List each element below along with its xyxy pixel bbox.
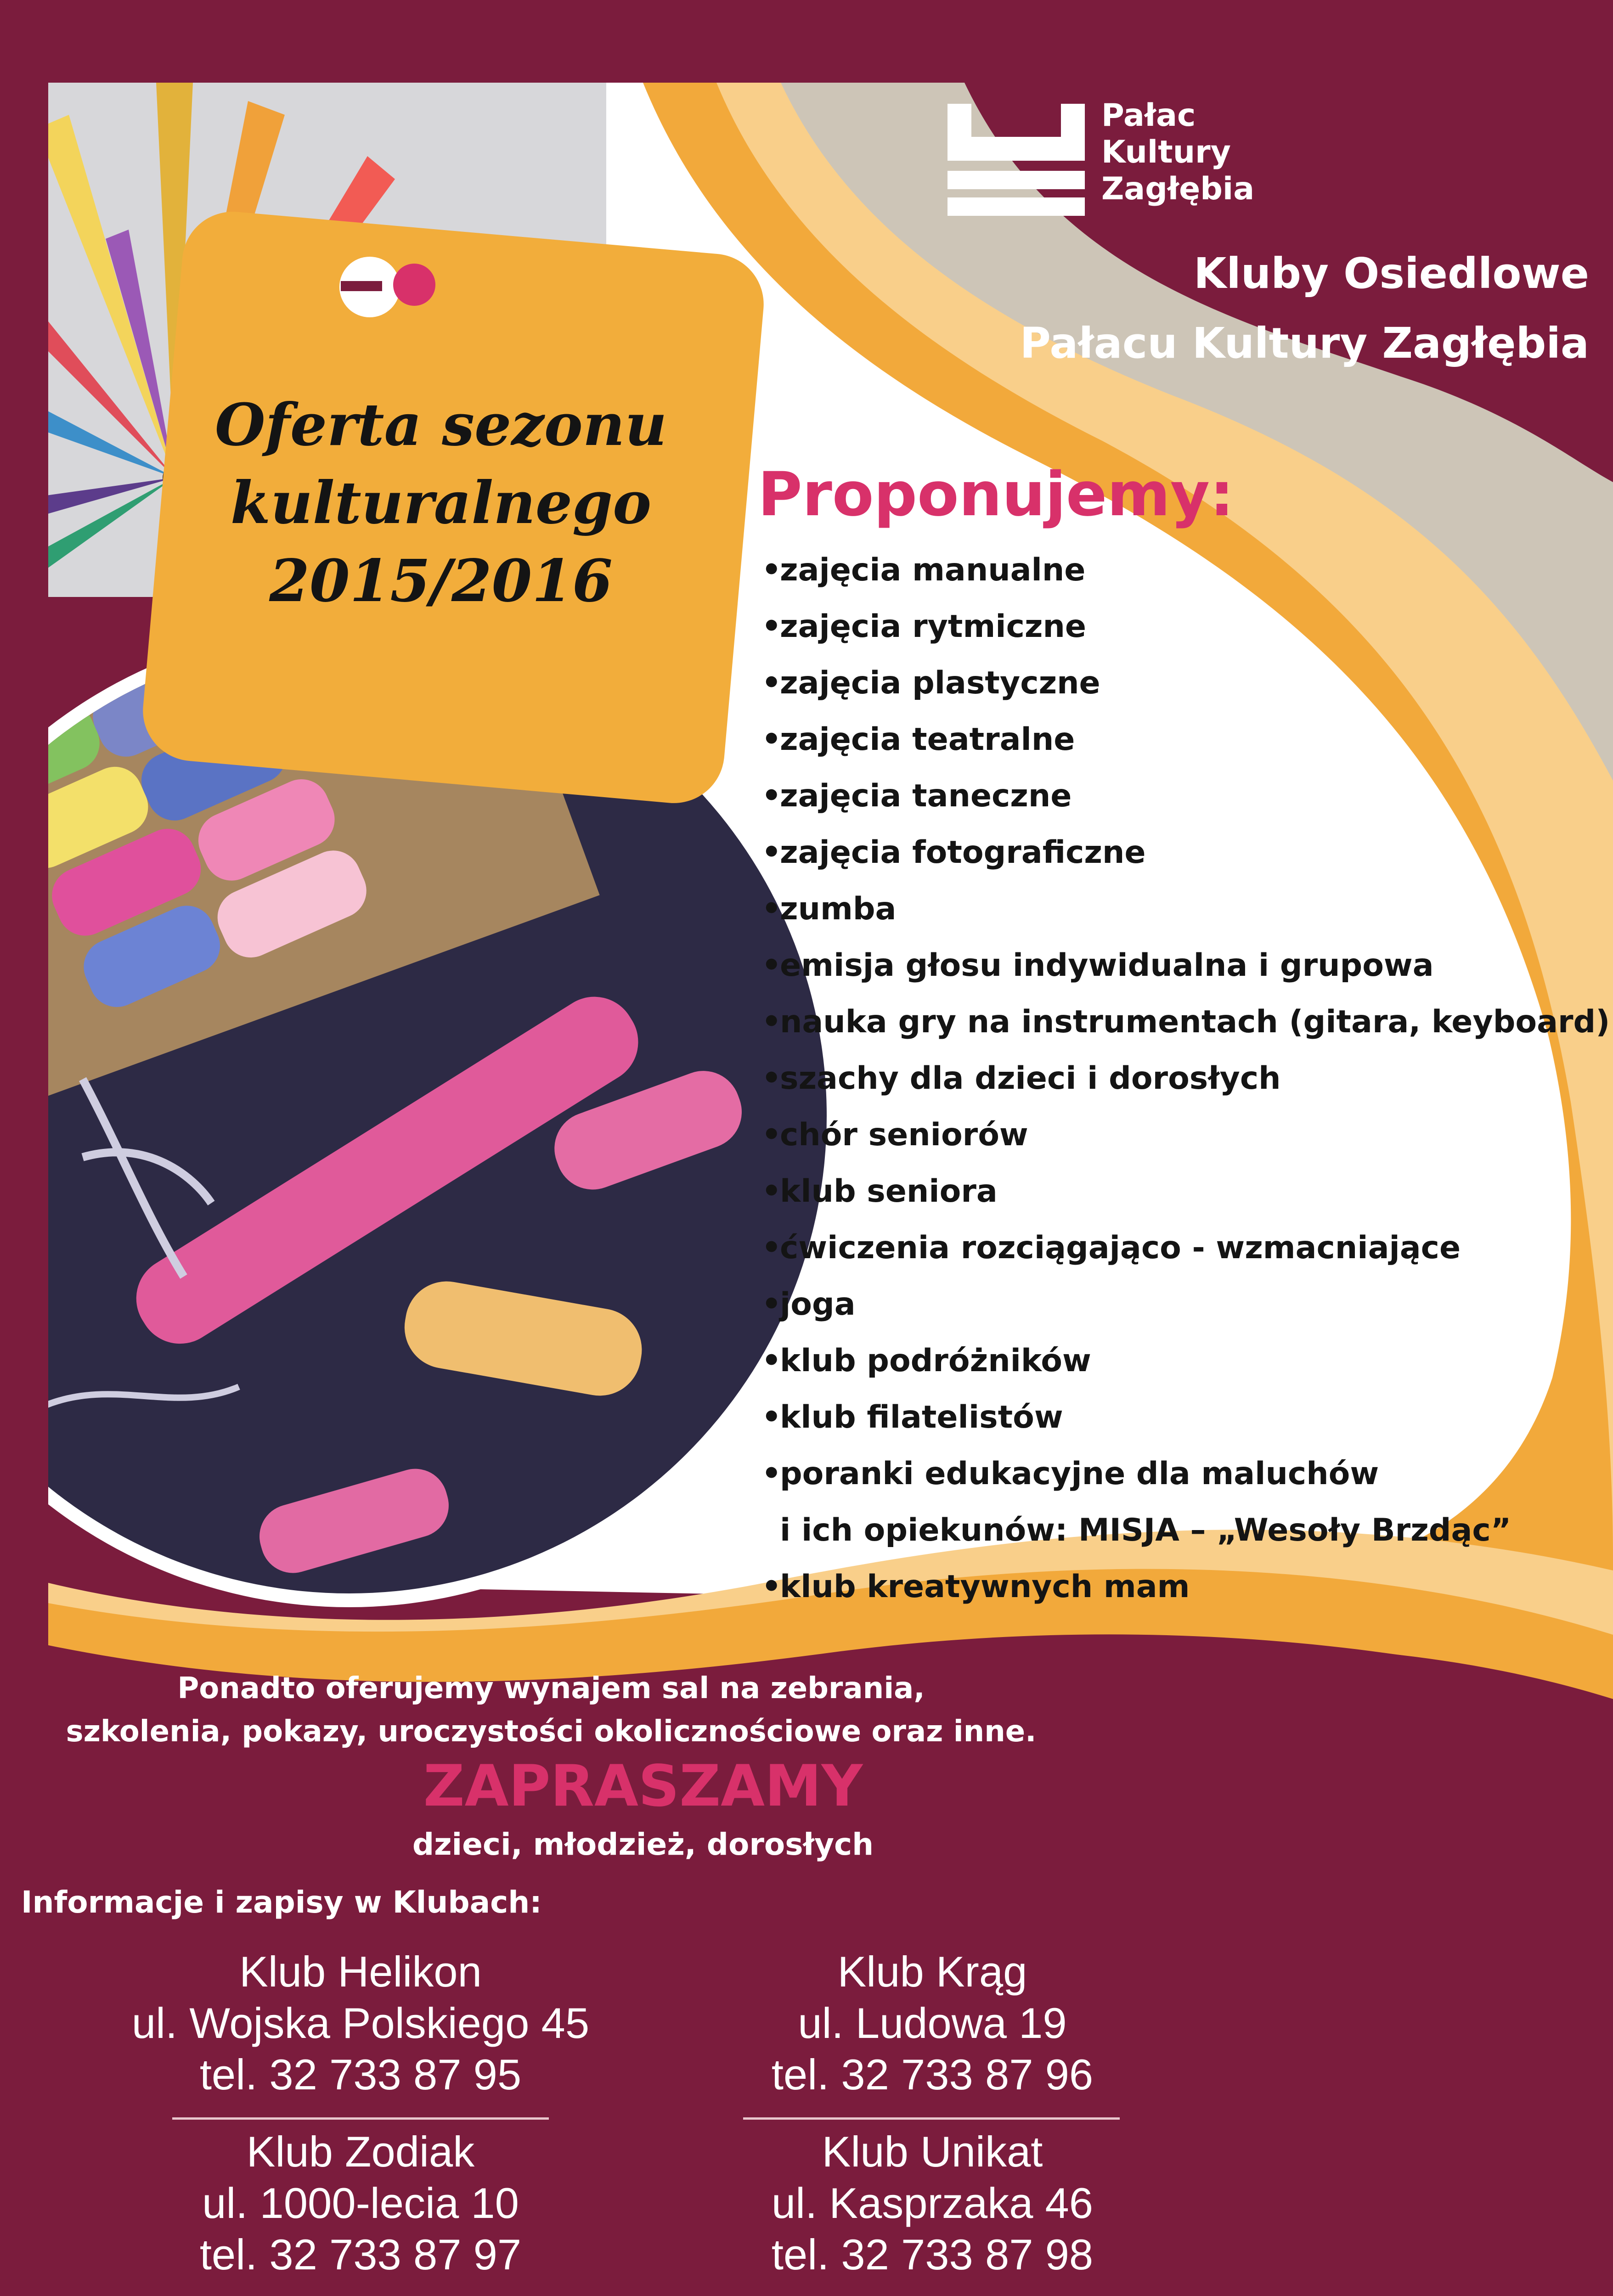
list-item: •joga bbox=[761, 1276, 1610, 1333]
bullet-icon: • bbox=[761, 1286, 782, 1322]
rental-line-2: szkolenia, pokazy, uroczystości okolicznościowe oraz inne. bbox=[66, 1715, 1037, 1749]
club-unikat bbox=[703, 2126, 1162, 2280]
list-item: •zumba bbox=[761, 881, 1610, 937]
bullet-icon: • bbox=[761, 1060, 782, 1097]
info-heading: Informacje i zapisy w Klubach: bbox=[21, 1885, 542, 1920]
club-name: Klub Zodiak bbox=[246, 2127, 475, 2176]
list-item-continuation: i ich opiekunów: MISJA – „Wesoły Brzdąc” bbox=[780, 1512, 1511, 1548]
list-item: •ćwiczenia rozciągająco - wzmacniające bbox=[761, 1220, 1610, 1276]
bullet-icon: • bbox=[761, 1399, 782, 1435]
bullet-icon: • bbox=[761, 1004, 782, 1040]
club-krag bbox=[703, 1946, 1162, 2100]
club-phone: tel. 32 733 87 97 bbox=[199, 2230, 522, 2279]
rental-info bbox=[0, 1667, 1102, 1753]
offer-heading: Proponujemy: bbox=[758, 459, 1234, 530]
list-item: •klub kreatywnych mam bbox=[761, 1559, 1610, 1615]
bullet-icon: • bbox=[761, 665, 782, 701]
list-item: •zajęcia manualne bbox=[761, 542, 1610, 598]
title-line-2: Pałacu Kultury Zagłębia bbox=[1020, 319, 1589, 368]
bullet-icon: • bbox=[761, 1569, 782, 1605]
club-phone: tel. 32 733 87 96 bbox=[771, 2050, 1094, 2099]
list-item: •zajęcia taneczne bbox=[761, 768, 1610, 824]
offer-line-2: kulturalnego bbox=[230, 469, 652, 537]
bullet-icon: • bbox=[761, 1456, 782, 1492]
bullet-icon: • bbox=[761, 608, 782, 645]
logo-line-1: Pałac bbox=[1101, 97, 1196, 134]
list-item: •zajęcia plastyczne bbox=[761, 655, 1610, 711]
divider-left bbox=[172, 2117, 549, 2120]
offer-list bbox=[761, 542, 1610, 1615]
bullet-icon: • bbox=[761, 721, 782, 758]
offer-line-1: Oferta sezonu bbox=[214, 391, 667, 459]
logo-text bbox=[1101, 97, 1254, 208]
club-address: ul. Kasprzaka 46 bbox=[771, 2179, 1094, 2227]
list-item: •szachy dla dzieci i dorosłych bbox=[761, 1050, 1610, 1107]
bullet-icon: • bbox=[761, 552, 782, 588]
bullet-icon: • bbox=[761, 891, 782, 927]
club-helikon bbox=[131, 1946, 590, 2100]
club-address: ul. 1000-lecia 10 bbox=[202, 2179, 519, 2227]
rental-line-1: Ponadto oferujemy wynajem sal na zebrania, bbox=[177, 1671, 925, 1705]
list-item: •klub filatelistów bbox=[761, 1389, 1610, 1446]
club-address: ul. Wojska Polskiego 45 bbox=[131, 1999, 590, 2047]
bullet-icon: • bbox=[761, 778, 782, 814]
list-item: •nauka gry na instrumentach (gitara, keyboard) bbox=[761, 994, 1610, 1050]
page-title bbox=[964, 239, 1589, 378]
season-offer-title bbox=[165, 386, 716, 620]
invite-heading: ZAPRASZAMY bbox=[423, 1753, 863, 1819]
list-item: •klub podróżników bbox=[761, 1333, 1610, 1389]
club-phone: tel. 32 733 87 98 bbox=[771, 2230, 1094, 2279]
bullet-icon: • bbox=[761, 1117, 782, 1153]
bullet-icon: • bbox=[761, 1173, 782, 1210]
bullet-icon: • bbox=[761, 1230, 782, 1266]
club-name: Klub Unikat bbox=[822, 2127, 1043, 2176]
club-name: Klub Helikon bbox=[239, 1947, 482, 1996]
list-item: •poranki edukacyjne dla maluchów bbox=[761, 1446, 1610, 1502]
list-item: •zajęcia teatralne bbox=[761, 711, 1610, 768]
bullet-icon: • bbox=[761, 1343, 782, 1379]
title-line-1: Kluby Osiedlowe bbox=[1193, 249, 1589, 298]
list-item: •chór seniorów bbox=[761, 1107, 1610, 1163]
club-phone: tel. 32 733 87 95 bbox=[199, 2050, 522, 2099]
divider-right bbox=[743, 2117, 1120, 2120]
bullet-icon: • bbox=[761, 947, 782, 984]
bullet-icon: • bbox=[761, 834, 782, 871]
list-item: •klub seniora bbox=[761, 1163, 1610, 1220]
offer-line-3: 2015/2016 bbox=[269, 547, 613, 615]
club-name: Klub Krąg bbox=[837, 1947, 1027, 1996]
list-item: •zajęcia fotograficzne bbox=[761, 824, 1610, 881]
logo-line-3: Zagłębia bbox=[1101, 171, 1255, 207]
logo-line-2: Kultury bbox=[1101, 134, 1231, 170]
audience-text: dzieci, młodzież, dorosłych bbox=[412, 1827, 874, 1862]
list-item: •zajęcia rytmiczne bbox=[761, 598, 1610, 655]
club-address: ul. Ludowa 19 bbox=[798, 1999, 1067, 2047]
club-zodiak bbox=[131, 2126, 590, 2280]
list-item: •emisja głosu indywidualna i grupowa bbox=[761, 937, 1610, 994]
